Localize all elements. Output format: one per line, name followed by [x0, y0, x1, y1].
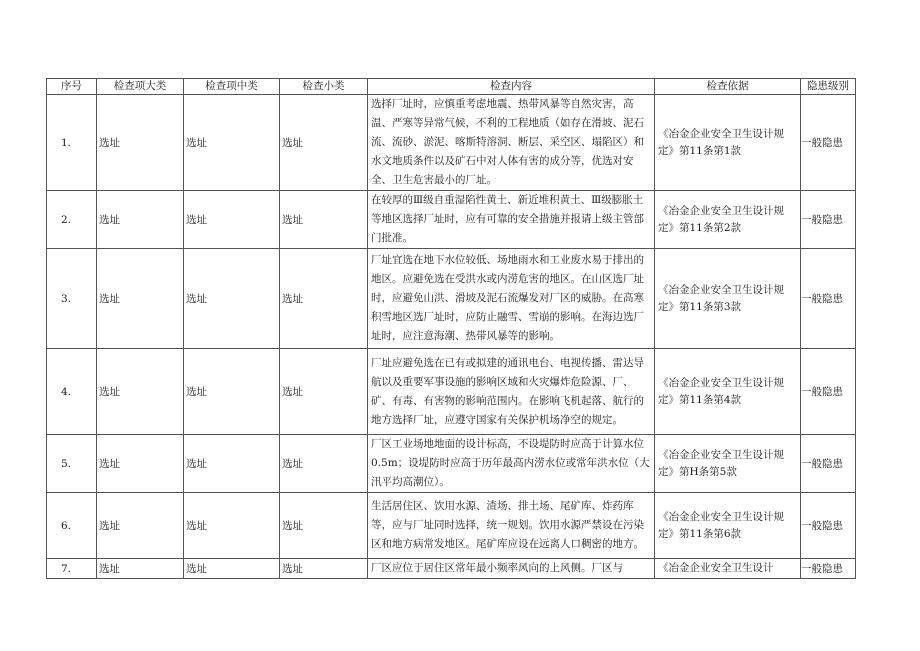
minor-category-cell: 选址	[280, 191, 368, 249]
inspection-table	[46, 78, 856, 579]
middle-category-cell: 选址	[184, 191, 280, 249]
col-header-basis: 检查依据	[655, 79, 801, 95]
table-row	[47, 95, 856, 191]
hazard-level-cell: 一般隐患	[801, 95, 856, 191]
middle-category-cell: 选址	[184, 493, 280, 559]
hazard-level-cell: 一般隐患	[801, 191, 856, 249]
table-row	[47, 249, 856, 349]
major-category-cell: 选址	[97, 559, 184, 579]
row-number: 2.	[47, 191, 97, 249]
col-header-middle-category: 检查项中类	[184, 79, 280, 95]
major-category-cell: 选址	[97, 95, 184, 191]
row-number: 1.	[47, 95, 97, 191]
content-cell: 厂区应位于居住区常年最小频率风向的上风侧。厂区与	[368, 559, 655, 579]
basis-cell: 《冶金企业安全卫生设计规定》第11条第6款	[655, 493, 801, 559]
minor-category-cell: 选址	[280, 493, 368, 559]
col-header-minor-category: 检查小类	[280, 79, 368, 95]
middle-category-cell: 选址	[184, 249, 280, 349]
major-category-cell: 选址	[97, 493, 184, 559]
col-header-major-category: 检查项大类	[97, 79, 184, 95]
row-number: 6.	[47, 493, 97, 559]
major-category-cell: 选址	[97, 349, 184, 435]
hazard-level-cell: 一般隐患	[801, 435, 856, 493]
col-header-number: 序号	[47, 79, 97, 95]
table-row	[47, 493, 856, 559]
table-row	[47, 559, 856, 579]
hazard-level-cell: 一般隐患	[801, 249, 856, 349]
content-cell: 厂区工业场地地面的设计标高，不设堤防时应高于计算水位0.5m；设堤防时应高于历年最高内涝水位或常年洪水位（大汛平均高潮位）。	[368, 435, 655, 493]
basis-cell: 《冶金企业安全卫生设计	[655, 559, 801, 579]
basis-cell: 《冶金企业安全卫生设计规定》第11条第2款	[655, 191, 801, 249]
minor-category-cell: 选址	[280, 435, 368, 493]
col-header-hazard-level: 隐患级别	[801, 79, 856, 95]
major-category-cell: 选址	[97, 191, 184, 249]
content-cell: 在较厚的Ⅲ级自重湿陷性黄土、新近堆积黄土、Ⅲ级膨胀土等地区选择厂址时，应有可靠的安全措施并报请上级主管部门批准。	[368, 191, 655, 249]
middle-category-cell: 选址	[184, 559, 280, 579]
basis-cell: 《冶金企业安全卫生设计规定》第11条第4款	[655, 349, 801, 435]
content-cell: 厂址应避免选在已有或拟建的通讯电台、电视传播、雷达导航以及重要军事设施的影响区域和火灾爆炸危险源、厂、矿、有毒、有害物的影响范围内。在影响飞机起落、航行的地方选择厂址，应遵守国家有关保护机场净空的规定。	[368, 349, 655, 435]
middle-category-cell: 选址	[184, 435, 280, 493]
row-number: 7.	[47, 559, 97, 579]
row-number: 3.	[47, 249, 97, 349]
basis-cell: 《冶金企业安全卫生设计规定》第11条第3款	[655, 249, 801, 349]
row-number: 4.	[47, 349, 97, 435]
header-row	[47, 79, 856, 95]
table-row	[47, 349, 856, 435]
minor-category-cell: 选址	[280, 349, 368, 435]
major-category-cell: 选址	[97, 435, 184, 493]
minor-category-cell: 选址	[280, 249, 368, 349]
table-row	[47, 435, 856, 493]
basis-cell: 《冶金企业安全卫生设计规定》第H条第5款	[655, 435, 801, 493]
row-number: 5.	[47, 435, 97, 493]
table-row	[47, 191, 856, 249]
content-cell: 选择厂址时，应慎重考虑地震、热带风暴等自然灾害，高温、严寒等异常气候，不利的工程地质（如存在滑坡、泥石流、流砂、淤泥、喀斯特溶洞、断层、采空区、塌陷区）和水文地质条件以及矿石中对人体有害的成分等，优选对安全、卫生危害最小的厂址。	[368, 95, 655, 191]
middle-category-cell: 选址	[184, 95, 280, 191]
hazard-level-cell: 一般隐患	[801, 349, 856, 435]
col-header-content: 检查内容	[368, 79, 655, 95]
middle-category-cell: 选址	[184, 349, 280, 435]
major-category-cell: 选址	[97, 249, 184, 349]
minor-category-cell: 选址	[280, 95, 368, 191]
minor-category-cell: 选址	[280, 559, 368, 579]
content-cell: 生活居住区、饮用水源、渣场、排土场、尾矿库、炸药库等，应与厂址同时选择，统一规划。饮用水源严禁设在污染区和地方病常发地区。尾矿库应设在远离人口稠密的地方。	[368, 493, 655, 559]
hazard-level-cell: 一般隐患	[801, 559, 856, 579]
hazard-level-cell: 一般隐患	[801, 493, 856, 559]
basis-cell: 《冶金企业安全卫生设计规定》第11条第1款	[655, 95, 801, 191]
content-cell: 厂址宜选在地下水位较低、场地雨水和工业废水易于排出的地区。应避免选在受洪水或内涝危害的地区。在山区选厂址时，应避免山洪、滑坡及泥石流爆发对厂区的威胁。在高寒积雪地区选厂址时，应防止融雪、雪崩的影响。在海边选厂址时，应注意海潮、热带风暴等的影响。	[368, 249, 655, 349]
